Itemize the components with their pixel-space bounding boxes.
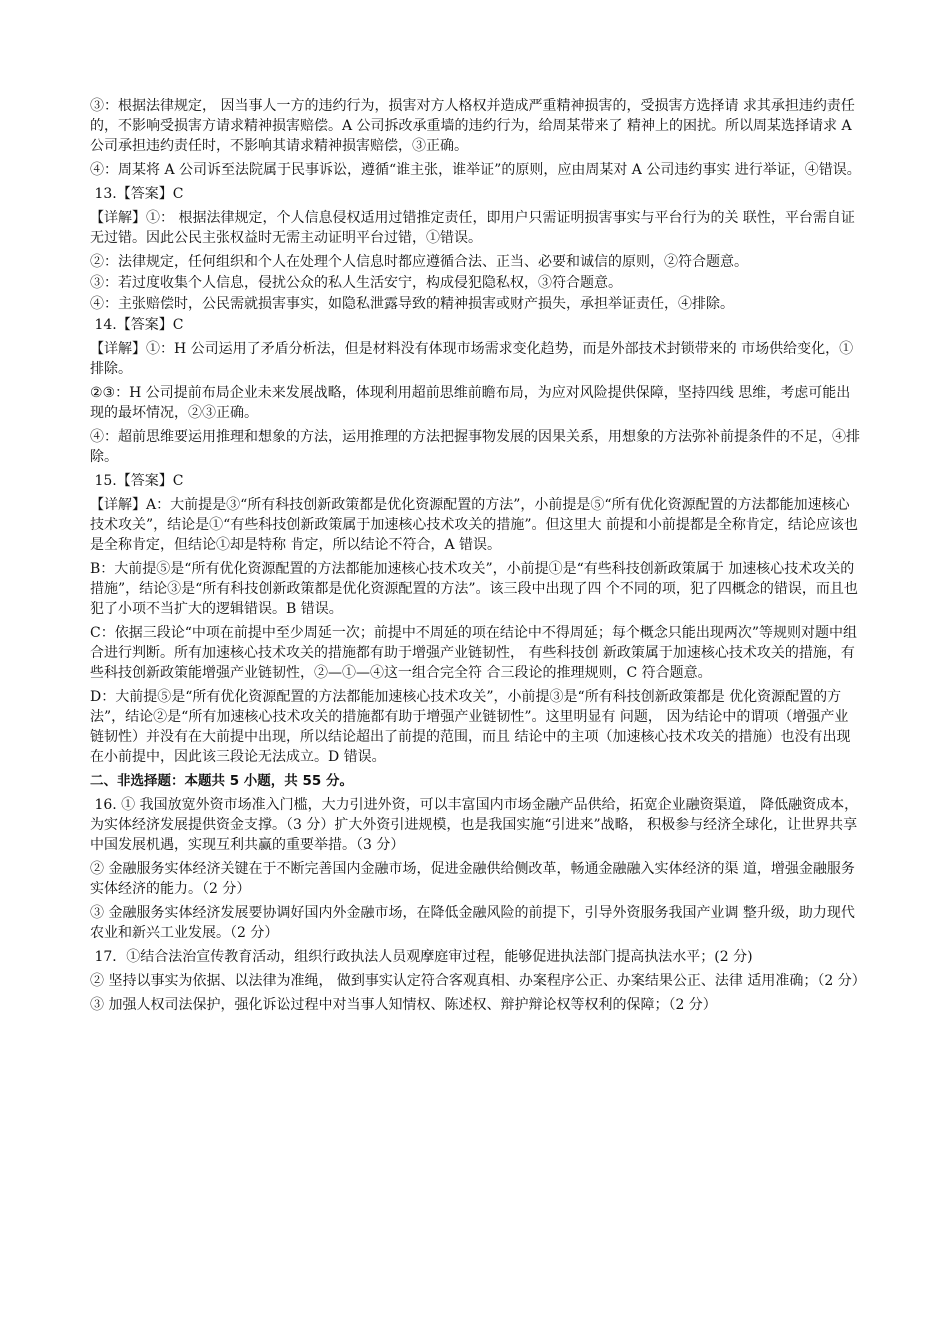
- answer-14-label: 14.【答案】C: [90, 317, 184, 333]
- paragraph: 【详解】A：大前提是③“所有科技创新政策都是优化资源配置的方法”，小前提是⑤“所有优化资源配置的方法都能加速核心技术攻关”，结论是①“有些科技创新政策属于加速核心技术攻关的措施”。但这里大 前提和小前提都是全称肯定，结论应该也是全称肯定，但结论①却是特称 肯定，所以结论不符合，A 错误。: [90, 497, 858, 553]
- paragraph: D：大前提⑤是“所有优化资源配置的方法都能加速核心技术攻关”，小前提③是“所有科技创新政策都是 优化资源配置的方法”，结论②是“所有加速核心技术攻关的措施都有助于增强产业链韧性”。这里明显有 问题， 因为结论中的谓项（增强产业链韧性）并没有在大前提中出现，所以结论超出了前提的范围，而且 结论中的主项（加速核心技术攻关的措施）也没有出现在小前提中，因此该三段论无法成立。D 错误。: [90, 689, 851, 765]
- paragraph: ②③：H 公司提前布局企业未来发展战略，体现利用超前思维前瞻布局，为应对风险提供保障，坚持四线 思维，考虑可能出现的最坏情况，②③正确。: [90, 385, 851, 421]
- answer-15-label: 15.【答案】C: [90, 473, 184, 489]
- answer-13-label: 13.【答案】C: [90, 186, 184, 202]
- answer-key-page: [90, 96, 866, 1019]
- answer-17: 17．①结合法治宣传教育活动，组织行政执法人员观摩庭审过程，能够促进执法部门提高执法水平；(2 分): [90, 949, 753, 965]
- paragraph: C：依据三段论“中项在前提中至少周延一次；前提中不周延的项在结论中不得周延；每个概念只能出现两次”等规则对题中组合进行判断。所有加速核心技术攻关的措施都有助于增强产业链韧性， 有些科技创 新政策属于加速核心技术攻关的措施，有些科技创新政策能增强产业链韧性，②—①—④这一组合完全符 合三段论的推理规则，C 符合题意。: [90, 625, 858, 681]
- answer-16: 16. ① 我国放宽外资市场准入门槛，大力引进外资，可以丰富国内市场金融产品供给，拓宽企业融资渠道， 降低融资成本，为实体经济发展提供资金支撑。（3 分）扩大外资引进规模，也是我国实施“引进来”战略， 积极参与经济全球化，让世界共享中国发展机遇，实现互利共赢的重要举措。（3 分）: [90, 797, 859, 853]
- paragraph: ② 金融服务实体经济关键在于不断完善国内金融市场，促进金融供给侧改革，畅通金融融入实体经济的渠 道，增强金融服务实体经济的能力。（2 分）: [90, 861, 855, 897]
- paragraph: ②：法律规定，任何组织和个人在处理个人信息时都应遵循合法、正当、必要和诚信的原则，②符合题意。: [90, 254, 748, 270]
- paragraph: ③：根据法律规定， 因当事人一方的违约行为，损害对方人格权并造成严重精神损害的，受损害方选择请 求其承担违约责任的，不影响受损害方请求精神损害赔偿。A 公司拆改承重墙的违约行为，给周某带来了 精神上的困扰。所以周某选择请求 A 公司承担违约责任时，不影响其请求精神损害赔偿，③正确。: [90, 98, 857, 154]
- paragraph: ③ 加强人权司法保护，强化诉讼过程中对当事人知情权、陈述权、辩护辩论权等权利的保障；（2 分）: [90, 997, 717, 1013]
- paragraph: 【详解】①：H 公司运用了矛盾分析法，但是材料没有体现市场需求变化趋势，而是外部技术封锁带来的 市场供给变化，①排除。: [90, 341, 854, 377]
- paragraph: ④：主张赔偿时，公民需就损害事实，如隐私泄露导致的精神损害或财产损失，承担举证责任，④排除。: [90, 296, 734, 312]
- section-heading: 二、非选择题：本题共 5 小题，共 55 分。: [90, 773, 353, 789]
- paragraph: ④：超前思维要运用推理和想象的方法，运用推理的方法把握事物发展的因果关系，用想象的方法弥补前提条件的不足，④排除。: [90, 429, 860, 465]
- paragraph: ② 坚持以事实为依据、以法律为准绳， 做到事实认定符合客观真相、办案程序公正、办案结果公正、法律 适用准确；（2 分）: [90, 973, 866, 989]
- paragraph: ④：周某将 A 公司诉至法院属于民事诉讼，遵循“谁主张，谁举证”的原则，应由周某对 A 公司违约事实 进行举证，④错误。: [90, 162, 861, 178]
- paragraph: B：大前提⑤是“所有优化资源配置的方法都能加速核心技术攻关”，小前提①是“有些科技创新政策属于 加速核心技术攻关的措施”，结论③是“所有科技创新政策都是优化资源配置的方法”。该三段中出现了四 个不同的项，犯了四概念的错误，而且也犯了小项不当扩大的逻辑错误。B 错误。: [90, 561, 858, 617]
- paragraph: 【详解】①： 根据法律规定，个人信息侵权适用过错推定责任，即用户只需证明损害事实与平台行为的关 联性，平台需自证无过错。因此公民主张权益时无需主动证明平台过错，①错误。: [90, 210, 855, 246]
- paragraph: ③：若过度收集个人信息，侵扰公众的私人生活安宁，构成侵犯隐私权，③符合题意。: [90, 275, 622, 291]
- paragraph: ③ 金融服务实体经济发展要协调好国内外金融市场，在降低金融风险的前提下，引导外资服务我国产业调 整升级，助力现代农业和新兴工业发展。（2 分）: [90, 905, 855, 941]
